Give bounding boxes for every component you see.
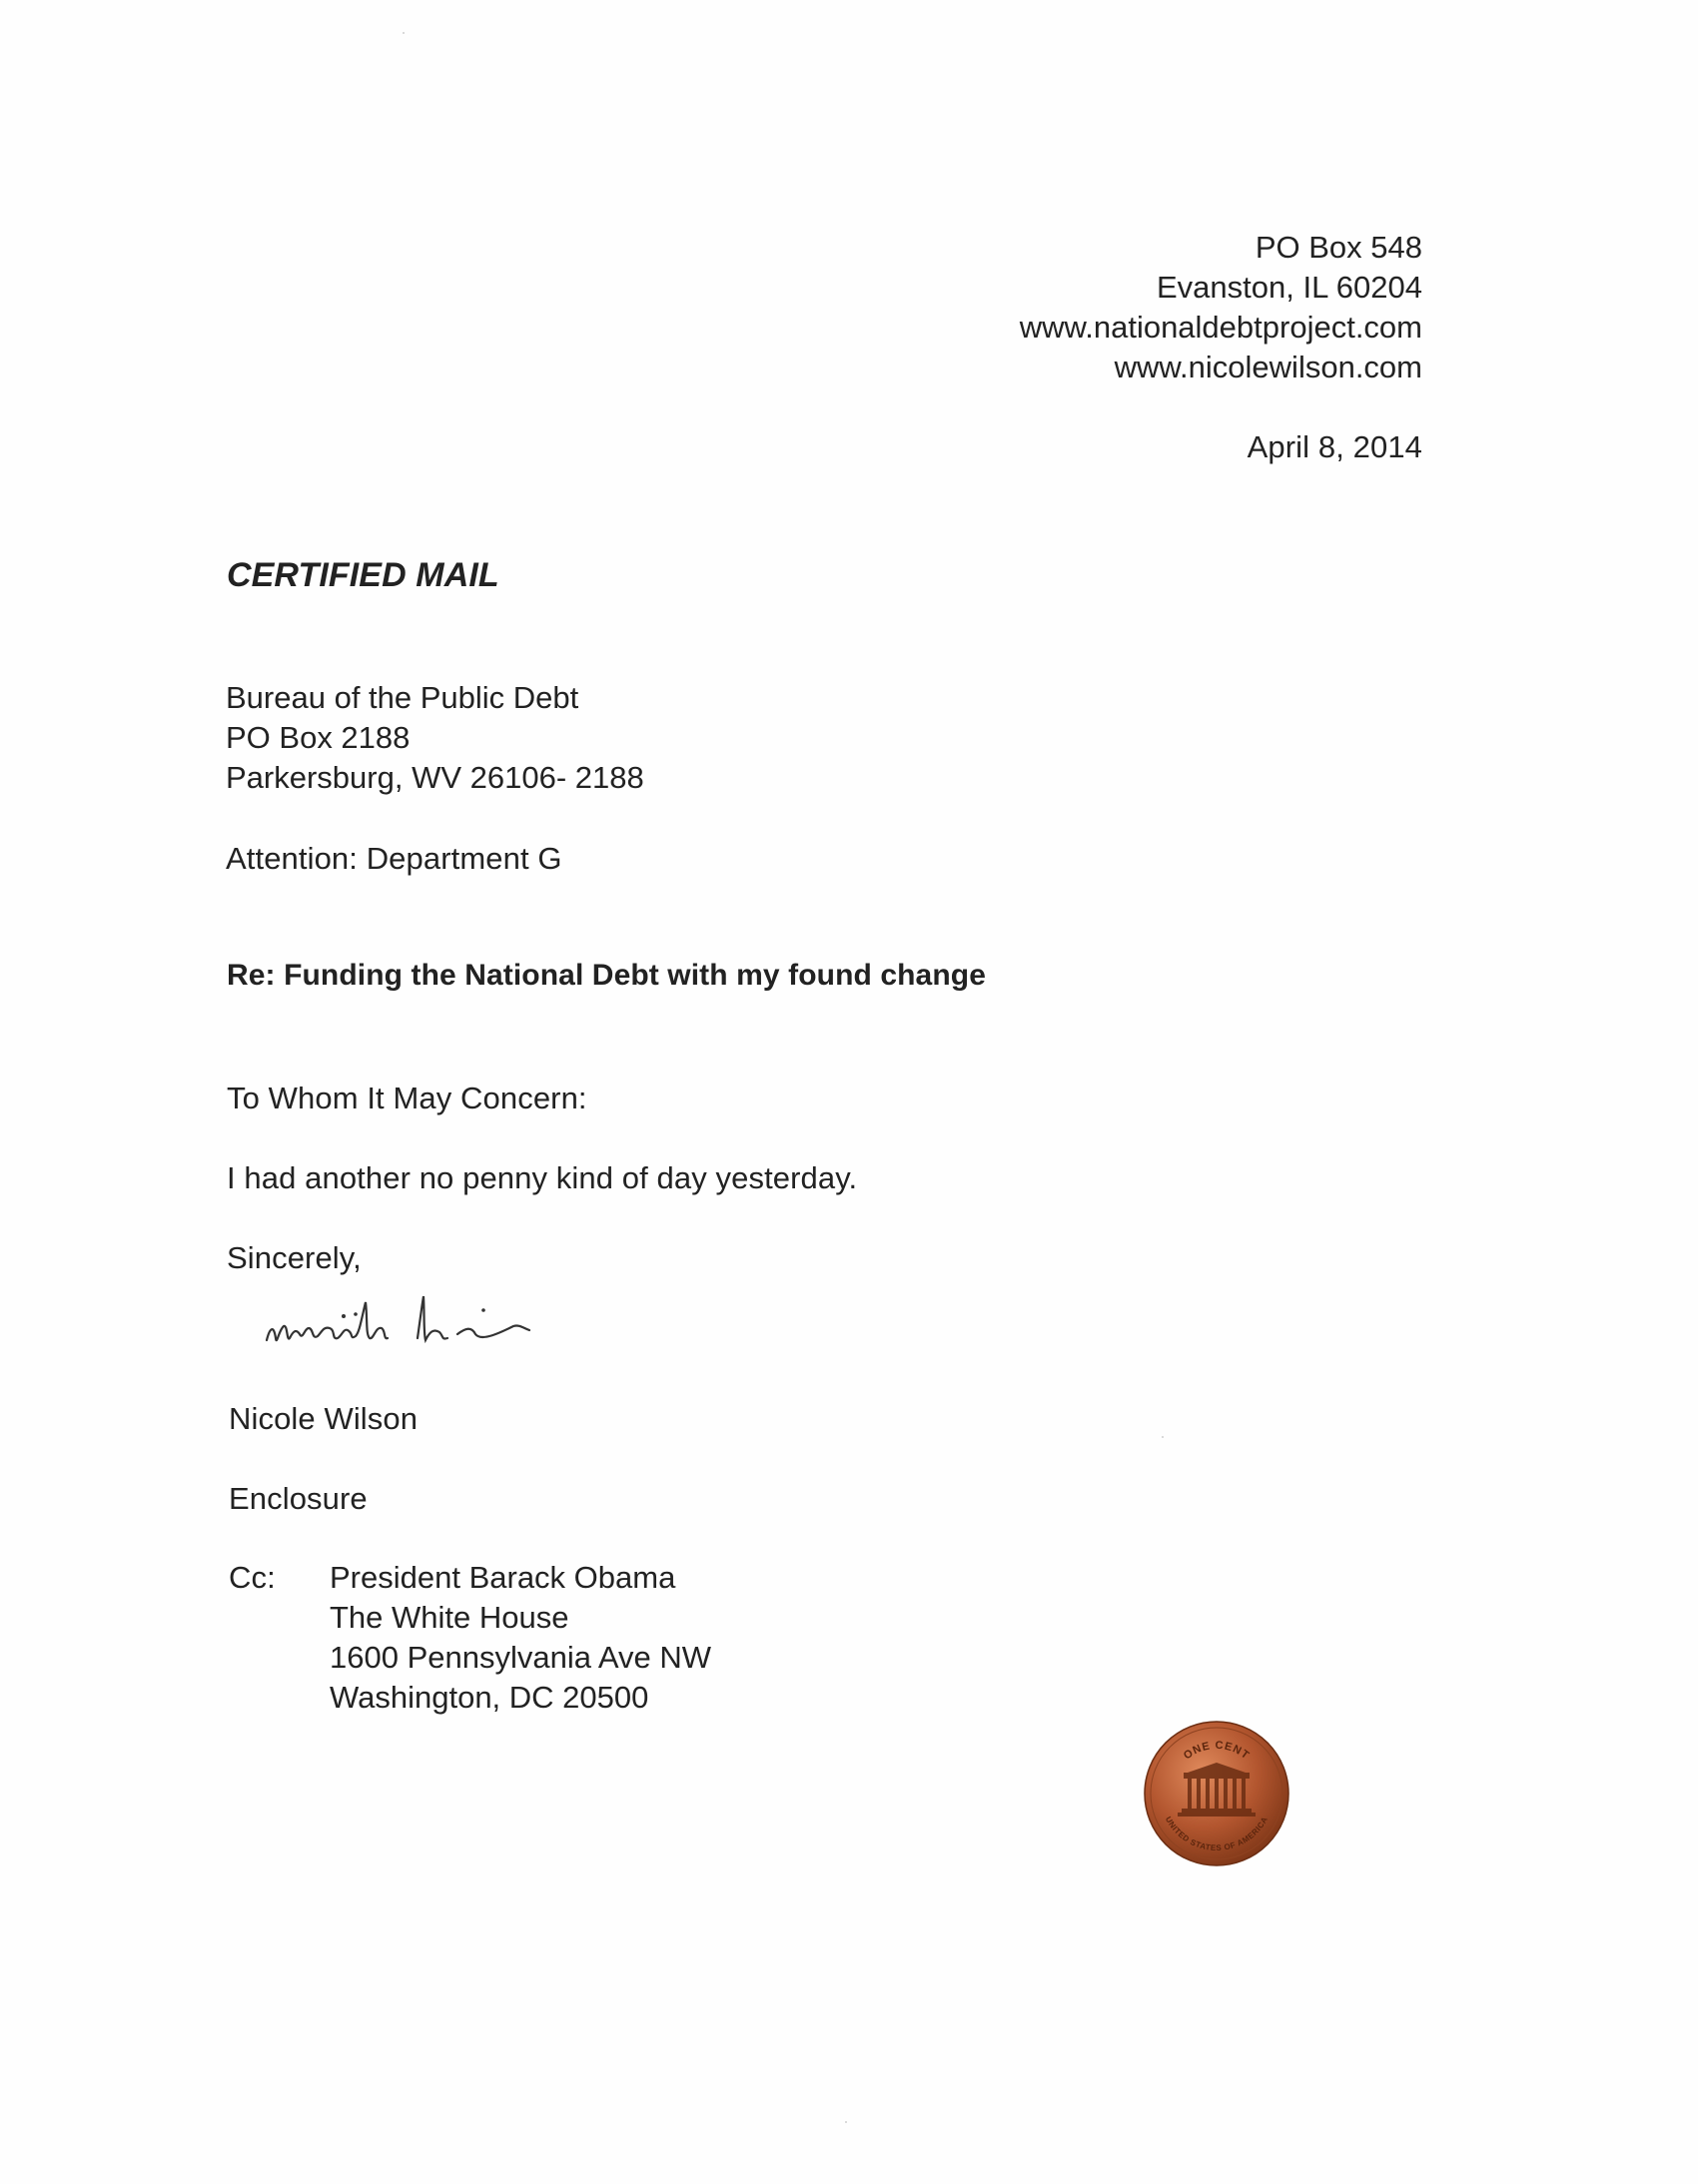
signer-name: Nicole Wilson	[229, 1401, 419, 1436]
recipient-address	[226, 678, 644, 798]
sender-city: Evanston, IL 60204	[1157, 270, 1422, 305]
sender-website-personal: www.nicolewilson.com	[1114, 350, 1422, 384]
paper-speck	[845, 2121, 847, 2123]
handwritten-signature	[262, 1288, 571, 1358]
salutation: To Whom It May Concern:	[227, 1081, 587, 1115]
subject-line: Re: Funding the National Debt with my found change	[227, 959, 986, 992]
closing: Sincerely,	[227, 1240, 362, 1275]
cc-street: 1600 Pennsylvania Ave NW	[330, 1640, 711, 1675]
recipient-city: Parkersburg, WV 26106- 2188	[226, 760, 644, 795]
letter-body: I had another no penny kind of day yesterday.	[227, 1160, 858, 1195]
recipient-name: Bureau of the Public Debt	[226, 680, 579, 715]
sender-website-project: www.nationaldebtproject.com	[1019, 310, 1422, 345]
enclosure-note: Enclosure	[229, 1481, 368, 1516]
cc-building: The White House	[330, 1600, 569, 1635]
letter-date: April 8, 2014	[1247, 429, 1422, 464]
penny-inscription-bottom: UNITED STATES OF AMERICA	[1163, 1815, 1271, 1853]
penny-coin-icon	[1144, 1721, 1289, 1866]
paper-speck	[1162, 1436, 1164, 1438]
cc-label: Cc:	[229, 1560, 276, 1595]
sender-address	[1020, 228, 1422, 387]
cc-name: President Barack Obama	[330, 1560, 676, 1595]
recipient-po-box: PO Box 2188	[226, 720, 411, 755]
delivery-method: CERTIFIED MAIL	[227, 556, 499, 594]
attention-line: Attention: Department G	[226, 841, 562, 876]
cc-address	[330, 1558, 711, 1718]
cc-city: Washington, DC 20500	[330, 1680, 649, 1715]
sender-po-box: PO Box 548	[1255, 230, 1422, 265]
paper-speck	[403, 32, 405, 34]
penny-inscription-top: ONE CENT	[1181, 1739, 1253, 1763]
